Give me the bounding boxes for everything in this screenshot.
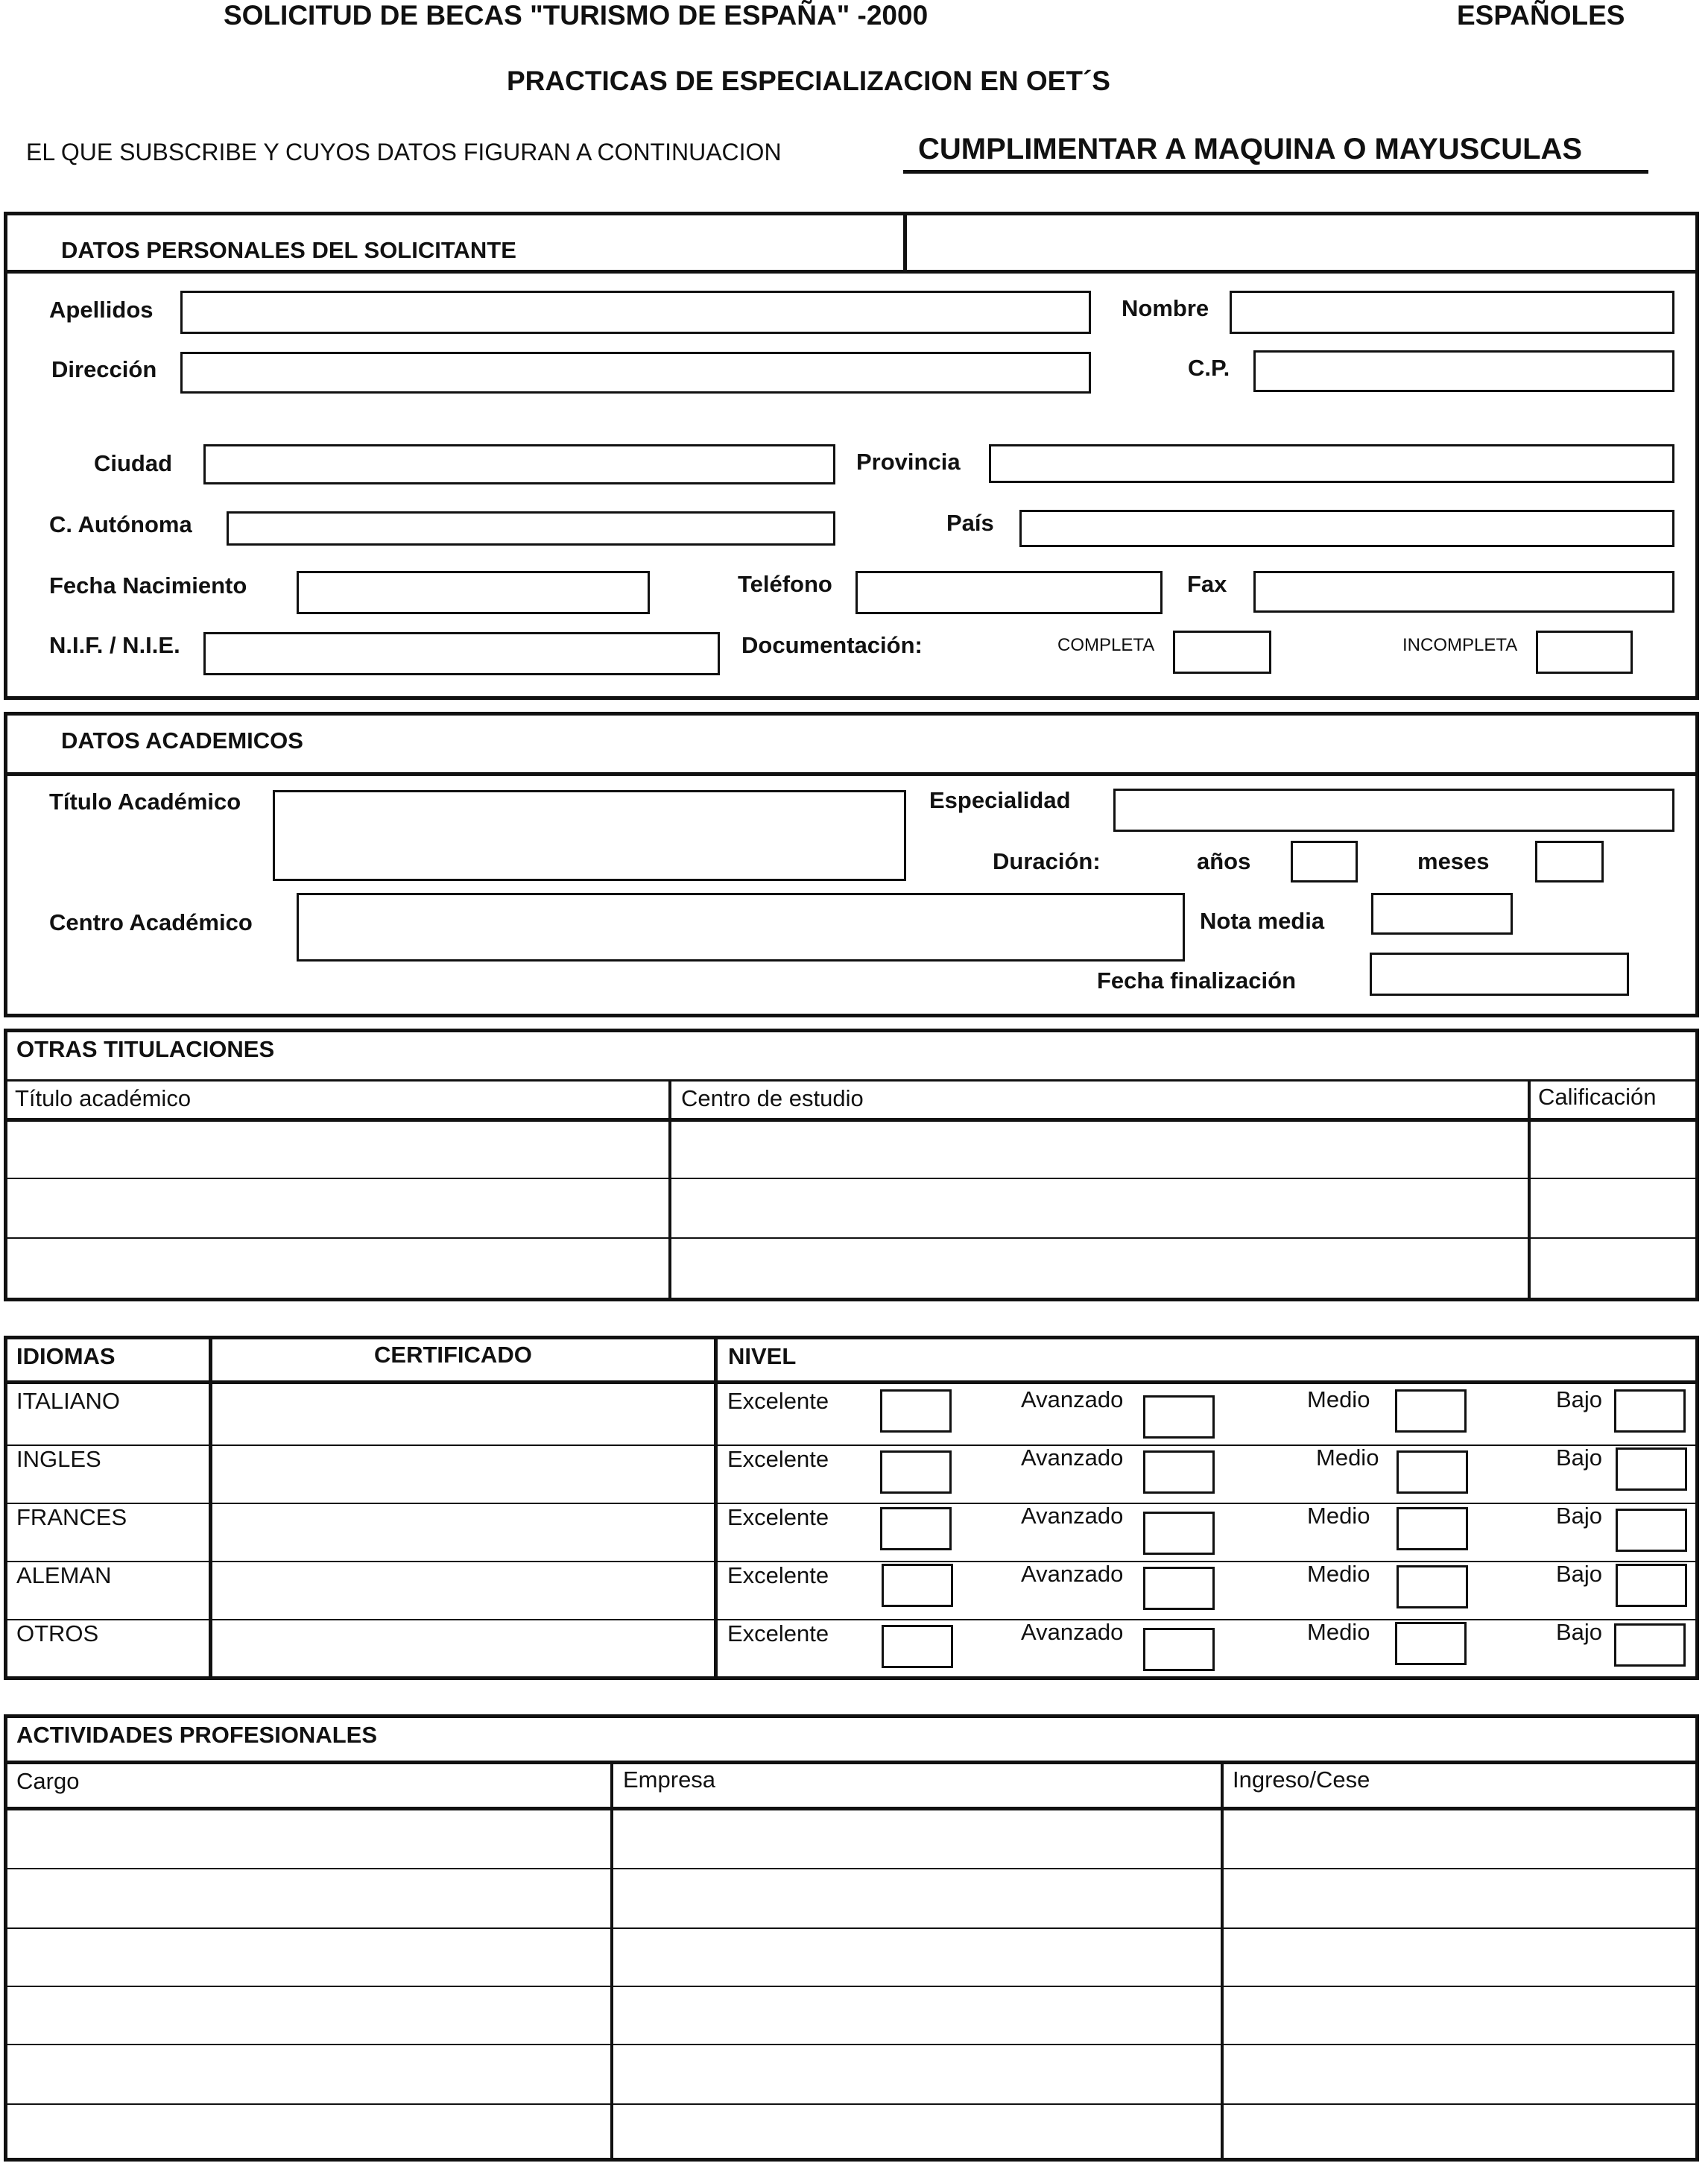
- form-title: SOLICITUD DE BECAS "TURISMO DE ESPAÑA" -2000: [224, 0, 929, 31]
- nif-field[interactable]: [203, 632, 720, 675]
- level-label-bajo: Bajo: [1556, 1386, 1603, 1412]
- academic-heading: DATOS ACADEMICOS: [61, 727, 303, 754]
- nacimiento-label: Fecha Nacimiento: [49, 572, 247, 599]
- languages-header-divider: [4, 1380, 1699, 1384]
- telefono-field[interactable]: [855, 571, 1163, 614]
- other-degrees-divider-2: [4, 1118, 1699, 1122]
- col-ingreso-cese: Ingreso/Cese: [1233, 1766, 1370, 1793]
- level-label-avanzado: Avanzado: [1021, 1619, 1124, 1645]
- provincia-field[interactable]: [989, 444, 1674, 483]
- anos-field[interactable]: [1291, 841, 1358, 882]
- aleman-bajo-checkbox[interactable]: [1616, 1564, 1687, 1607]
- professional-col-line-2: [1221, 1761, 1224, 2160]
- languages-col-line-1: [209, 1336, 212, 1679]
- titulo-label: Título Académico: [49, 789, 241, 815]
- other-degrees-divider-1: [4, 1079, 1699, 1082]
- ciudad-label: Ciudad: [94, 450, 173, 476]
- especialidad-field[interactable]: [1113, 789, 1674, 832]
- languages-row-line-1: [4, 1444, 1699, 1446]
- languages-col-line-2: [714, 1336, 718, 1679]
- incompleta-checkbox[interactable]: [1536, 631, 1633, 674]
- pais-label: País: [946, 510, 994, 536]
- applicant-group: ESPAÑOLES: [1457, 0, 1625, 31]
- other-degrees-section: [4, 1029, 1699, 1301]
- language-aleman: ALEMAN: [16, 1562, 112, 1588]
- frances-medio-checkbox[interactable]: [1397, 1507, 1468, 1550]
- otros-avanzado-checkbox[interactable]: [1143, 1628, 1215, 1671]
- italiano-bajo-checkbox[interactable]: [1614, 1389, 1686, 1433]
- level-label-bajo: Bajo: [1556, 1561, 1603, 1587]
- other-degrees-row-line-1: [4, 1178, 1699, 1179]
- provincia-label: Provincia: [856, 449, 961, 475]
- language-italiano: ITALIANO: [16, 1388, 120, 1414]
- academic-heading-divider: [4, 772, 1699, 776]
- col-titulo-academico: Título académico: [15, 1085, 192, 1111]
- col-nivel: NIVEL: [728, 1343, 797, 1369]
- nif-label: N.I.F. / N.I.E.: [49, 632, 180, 658]
- italiano-excelente-checkbox[interactable]: [880, 1389, 952, 1433]
- professional-row-line-3: [4, 1986, 1699, 1987]
- ingles-medio-checkbox[interactable]: [1397, 1450, 1468, 1494]
- finalizacion-label: Fecha finalización: [1097, 967, 1297, 994]
- completa-checkbox[interactable]: [1173, 631, 1271, 674]
- professional-row-line-2: [4, 1927, 1699, 1929]
- nombre-field[interactable]: [1230, 291, 1674, 334]
- autonoma-field[interactable]: [227, 511, 835, 546]
- professional-col-line-1: [610, 1761, 613, 2160]
- fill-instruction: CUMPLIMENTAR A MAQUINA O MAYUSCULAS: [918, 133, 1583, 165]
- level-label-excelente: Excelente: [727, 1446, 829, 1472]
- aleman-excelente-checkbox[interactable]: [882, 1564, 953, 1607]
- other-degrees-col-line-2: [1528, 1079, 1531, 1300]
- completa-label: COMPLETA: [1057, 635, 1155, 655]
- level-label-medio: Medio: [1307, 1386, 1370, 1412]
- frances-bajo-checkbox[interactable]: [1616, 1509, 1687, 1552]
- meses-label: meses: [1417, 848, 1490, 874]
- languages-row-line-2: [4, 1503, 1699, 1504]
- aleman-avanzado-checkbox[interactable]: [1143, 1567, 1215, 1610]
- level-label-avanzado: Avanzado: [1021, 1386, 1124, 1412]
- instruction-underline: [903, 170, 1648, 174]
- level-label-excelente: Excelente: [727, 1504, 829, 1530]
- nombre-label: Nombre: [1122, 295, 1209, 321]
- titulo-field[interactable]: [273, 790, 906, 881]
- otros-excelente-checkbox[interactable]: [882, 1625, 953, 1668]
- col-centro-estudio: Centro de estudio: [681, 1085, 864, 1111]
- otros-medio-checkbox[interactable]: [1395, 1622, 1467, 1665]
- level-label-bajo: Bajo: [1556, 1444, 1603, 1471]
- language-ingles: INGLES: [16, 1446, 101, 1472]
- professional-header-divider: [4, 1807, 1699, 1810]
- level-label-excelente: Excelente: [727, 1562, 829, 1588]
- anos-label: años: [1197, 848, 1251, 874]
- nota-label: Nota media: [1200, 908, 1325, 934]
- other-degrees-heading: OTRAS TITULACIONES: [16, 1036, 275, 1062]
- personal-heading: DATOS PERSONALES DEL SOLICITANTE: [61, 237, 516, 263]
- centro-field[interactable]: [297, 893, 1185, 962]
- level-label-bajo: Bajo: [1556, 1619, 1603, 1645]
- languages-row-line-3: [4, 1561, 1699, 1562]
- professional-heading-divider: [4, 1761, 1699, 1764]
- otros-bajo-checkbox[interactable]: [1614, 1623, 1686, 1667]
- professional-heading: ACTIVIDADES PROFESIONALES: [16, 1722, 377, 1748]
- italiano-avanzado-checkbox[interactable]: [1143, 1395, 1215, 1439]
- level-label-medio: Medio: [1307, 1503, 1370, 1529]
- level-label-avanzado: Avanzado: [1021, 1561, 1124, 1587]
- cp-field[interactable]: [1253, 350, 1674, 392]
- ingles-excelente-checkbox[interactable]: [880, 1450, 952, 1494]
- level-label-medio: Medio: [1307, 1619, 1370, 1645]
- level-label-medio: Medio: [1316, 1444, 1379, 1471]
- col-idiomas: IDIOMAS: [16, 1343, 116, 1369]
- ingles-avanzado-checkbox[interactable]: [1143, 1450, 1215, 1494]
- level-label-excelente: Excelente: [727, 1620, 829, 1646]
- fax-label: Fax: [1187, 571, 1227, 597]
- pais-field[interactable]: [1019, 510, 1674, 547]
- language-otros: OTROS: [16, 1620, 99, 1646]
- nota-field[interactable]: [1371, 893, 1513, 935]
- level-label-excelente: Excelente: [727, 1388, 829, 1414]
- cp-label: C.P.: [1188, 355, 1230, 381]
- especialidad-label: Especialidad: [929, 787, 1071, 813]
- col-calificacion: Calificación: [1538, 1084, 1657, 1110]
- intro-text: EL QUE SUBSCRIBE Y CUYOS DATOS FIGURAN A CONTINUACION: [26, 139, 782, 165]
- professional-row-line-1: [4, 1868, 1699, 1869]
- centro-label: Centro Académico: [49, 909, 253, 935]
- professional-row-line-5: [4, 2103, 1699, 2105]
- level-label-avanzado: Avanzado: [1021, 1503, 1124, 1529]
- incompleta-label: INCOMPLETA: [1402, 635, 1518, 655]
- duracion-label: Duración:: [993, 848, 1101, 874]
- ciudad-field[interactable]: [203, 444, 835, 484]
- apellidos-label: Apellidos: [49, 297, 154, 323]
- level-label-medio: Medio: [1307, 1561, 1370, 1587]
- frances-excelente-checkbox[interactable]: [880, 1507, 952, 1550]
- personal-heading-split: [903, 212, 907, 271]
- fax-field[interactable]: [1253, 571, 1674, 613]
- nacimiento-field[interactable]: [297, 571, 650, 614]
- other-degrees-row-line-2: [4, 1237, 1699, 1239]
- apellidos-field[interactable]: [180, 291, 1091, 334]
- level-label-avanzado: Avanzado: [1021, 1444, 1124, 1471]
- level-label-bajo: Bajo: [1556, 1503, 1603, 1529]
- professional-activities-section: [4, 1714, 1699, 2162]
- form-subtitle: PRACTICAS DE ESPECIALIZACION EN OET´S: [507, 66, 1110, 96]
- finalizacion-field[interactable]: [1370, 953, 1629, 996]
- documentacion-label: Documentación:: [741, 632, 923, 658]
- ingles-bajo-checkbox[interactable]: [1616, 1447, 1687, 1491]
- frances-avanzado-checkbox[interactable]: [1143, 1512, 1215, 1555]
- col-certificado: CERTIFICADO: [374, 1342, 532, 1368]
- col-empresa: Empresa: [623, 1766, 716, 1793]
- languages-row-line-4: [4, 1619, 1699, 1620]
- autonoma-label: C. Autónoma: [49, 511, 192, 537]
- col-cargo: Cargo: [16, 1768, 80, 1794]
- direccion-field[interactable]: [180, 352, 1091, 394]
- other-degrees-col-line-1: [668, 1079, 671, 1300]
- italiano-medio-checkbox[interactable]: [1395, 1389, 1467, 1433]
- language-frances: FRANCES: [16, 1504, 127, 1530]
- professional-row-line-4: [4, 2044, 1699, 2045]
- telefono-label: Teléfono: [738, 571, 832, 597]
- aleman-medio-checkbox[interactable]: [1397, 1565, 1468, 1608]
- meses-field[interactable]: [1535, 841, 1604, 882]
- direccion-label: Dirección: [51, 356, 157, 382]
- personal-heading-divider: [4, 270, 1699, 274]
